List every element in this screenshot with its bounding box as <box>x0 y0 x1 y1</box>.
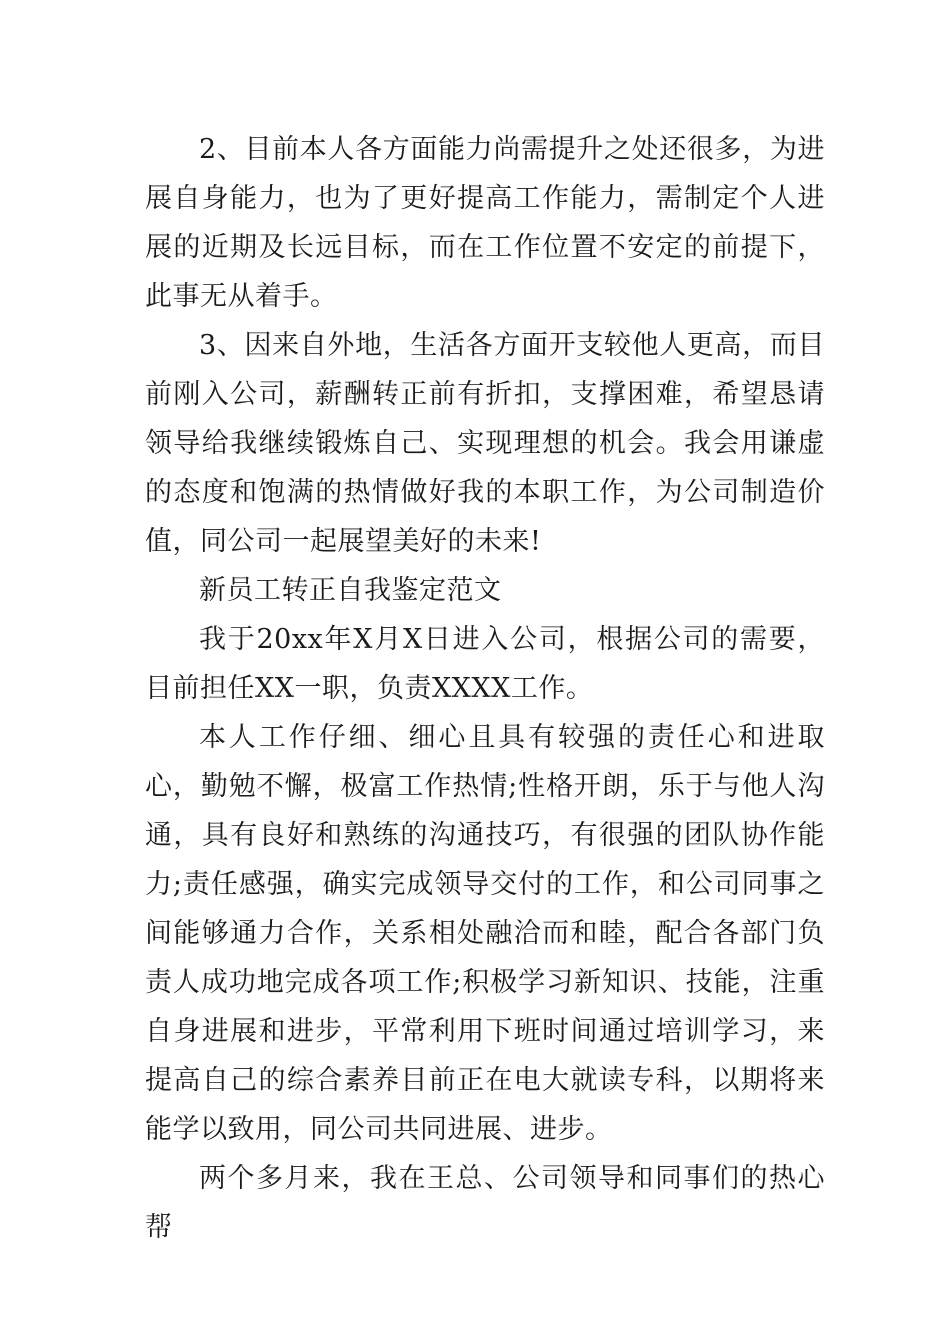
section-title: 新员工转正自我鉴定范文 <box>199 575 502 606</box>
paragraph-point-3: 3、因来自外地，生活各方面开支较他人更高，而目前刚入公司，薪酬转正前有折扣，支撑困难，希望恳请领导给我继续锻炼自己、实现理想的机会。我会用谦虚的态度和饱满的热情做好我的本职工作，为公司制造价值，同公司一起展望美好的未来! <box>145 330 825 557</box>
paragraph-point-2: 2、目前本人各方面能力尚需提升之处还很多，为进展自身能力，也为了更好提高工作能力，需制定个人进展的近期及长远目标，而在工作位置不安定的前提下，此事无从着手。 <box>145 134 825 312</box>
document-body <box>145 125 825 1252</box>
paragraph-intro: 我于20xx年X月X日进入公司，根据公司的需要，目前担任XX一职，负责XXXX工作。 <box>145 624 825 704</box>
paragraph-work-attitude: 本人工作仔细、细心且具有较强的责任心和进取心，勤勉不懈，极富工作热情;性格开朗，乐于与他人沟通，具有良好和熟练的沟通技巧，有很强的团队协作能力;责任感强，确实完成领导交付的工作，和公司同事之间能够通力合作，关系相处融洽而和睦，配合各部门负责人成功地完成各项工作;积极学习新知识、技能，注重自身进展和进步，平常利用下班时间通过培训学习，来提高自己的综合素养目前正在电大就读专科，以期将来能学以致用，同公司共同进展、进步。 <box>145 722 825 1145</box>
paragraph-two-months: 两个多月来，我在王总、公司领导和同事们的热心帮 <box>145 1163 825 1243</box>
